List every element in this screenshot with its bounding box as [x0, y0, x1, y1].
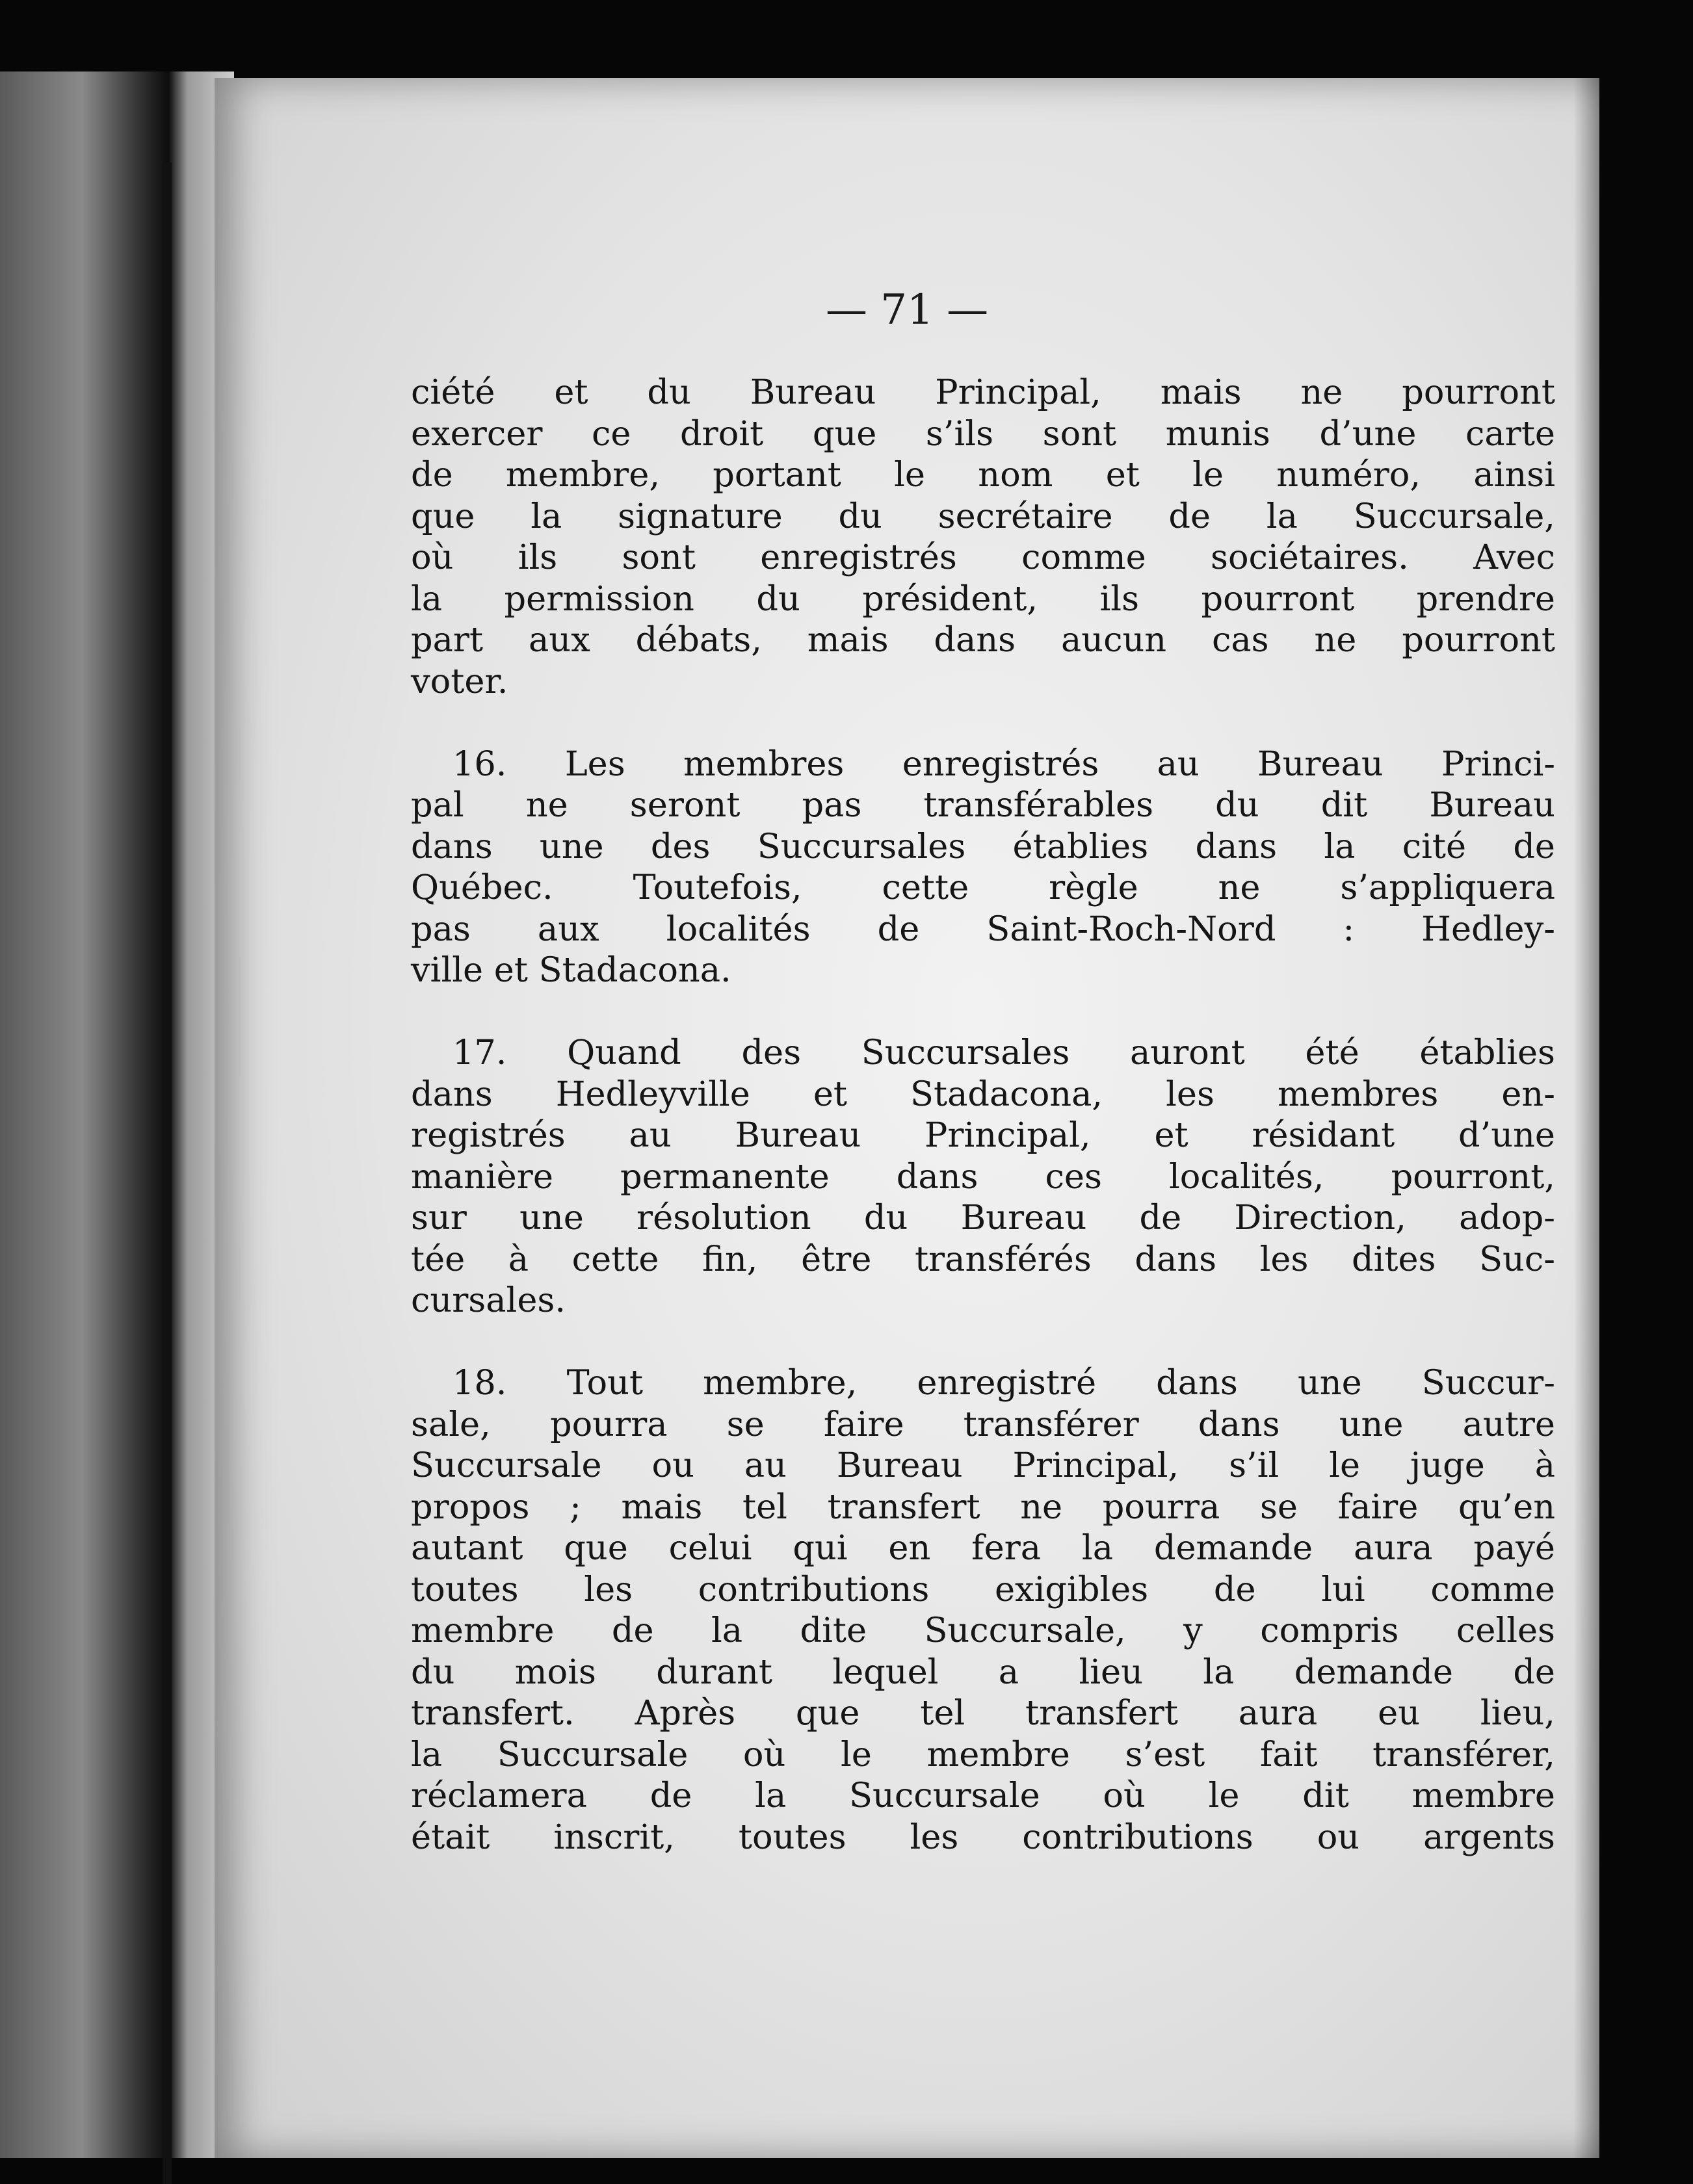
- text-line: cursales.: [411, 1280, 566, 1320]
- text-line: dans une des Succursales établies dans la cité de: [411, 826, 1555, 866]
- text-line: ville et Stadacona.: [411, 950, 731, 990]
- text-line: voter.: [411, 661, 508, 701]
- text-line: de membre, portant le nom et le numéro, ainsi: [411, 455, 1555, 495]
- paragraph-article-16: [411, 744, 1555, 991]
- text-line: manière permanente dans ces localités, pourront,: [411, 1156, 1555, 1197]
- text-line: la Succursale où le membre s’est fait transférer,: [411, 1734, 1555, 1774]
- paragraph-article-17: [411, 1032, 1555, 1321]
- text-line: sur une résolution du Bureau de Direction, adop-: [411, 1198, 1555, 1238]
- book-binding: [0, 72, 234, 2158]
- text-line: la permission du président, ils pourront prendre: [411, 578, 1555, 619]
- text-line: du mois durant lequel a lieu la demande de: [411, 1652, 1555, 1692]
- page-edge-shadow: [1573, 78, 1599, 2158]
- body-text: [411, 372, 1555, 1899]
- text-line: 17. Quand des Succursales auront été établies: [453, 1033, 1555, 1072]
- text-line: sale, pourra se faire transférer dans une autre: [411, 1404, 1555, 1444]
- book-page: [215, 78, 1599, 2158]
- text-line: registrés au Bureau Principal, et résidant d’une: [411, 1115, 1555, 1155]
- text-line: réclamera de la Succursale où le dit membre: [411, 1776, 1555, 1815]
- text-line: 16. Les membres enregistrés au Bureau Princi-: [453, 744, 1555, 784]
- text-line: tée à cette fin, être transférés dans les dites Suc-: [411, 1239, 1555, 1279]
- text-line: exercer ce droit que s’ils sont munis d’une carte: [411, 413, 1555, 454]
- text-line: était inscrit, toutes les contributions ou argents: [411, 1817, 1555, 1857]
- text-line: pas aux localités de Saint-Roch-Nord : Hedley-: [411, 909, 1555, 949]
- text-line: Succursale ou au Bureau Principal, s’il le juge à: [411, 1446, 1555, 1485]
- paragraph-continued: [411, 372, 1555, 702]
- paragraph-article-18: [411, 1362, 1555, 1858]
- binding-edge: [163, 162, 172, 2184]
- text-line: membre de la dite Succursale, y compris celles: [411, 1611, 1555, 1650]
- text-line: pal ne seront pas transférables du dit Bureau: [411, 785, 1555, 825]
- text-line: autant que celui qui en fera la demande aura payé: [411, 1528, 1555, 1568]
- page-number: — 71 —: [825, 286, 989, 334]
- text-line: dans Hedleyville et Stadacona, les membres en-: [411, 1074, 1555, 1114]
- text-line: transfert. Après que tel transfert aura eu lieu,: [411, 1693, 1555, 1733]
- text-line: propos ; mais tel transfert ne pourra se faire qu’en: [411, 1487, 1555, 1527]
- text-line: Québec. Toutefois, cette règle ne s’appliquera: [411, 868, 1555, 907]
- text-line: ciété et du Bureau Principal, mais ne pourront: [411, 372, 1555, 412]
- text-line: part aux débats, mais dans aucun cas ne pourront: [411, 620, 1555, 660]
- text-line: toutes les contributions exigibles de lui comme: [411, 1569, 1555, 1609]
- text-line: 18. Tout membre, enregistré dans une Succur-: [453, 1363, 1555, 1403]
- text-line: que la signature du secrétaire de la Succursale,: [411, 496, 1555, 536]
- text-line: où ils sont enregistrés comme sociétaires. Avec: [411, 538, 1555, 577]
